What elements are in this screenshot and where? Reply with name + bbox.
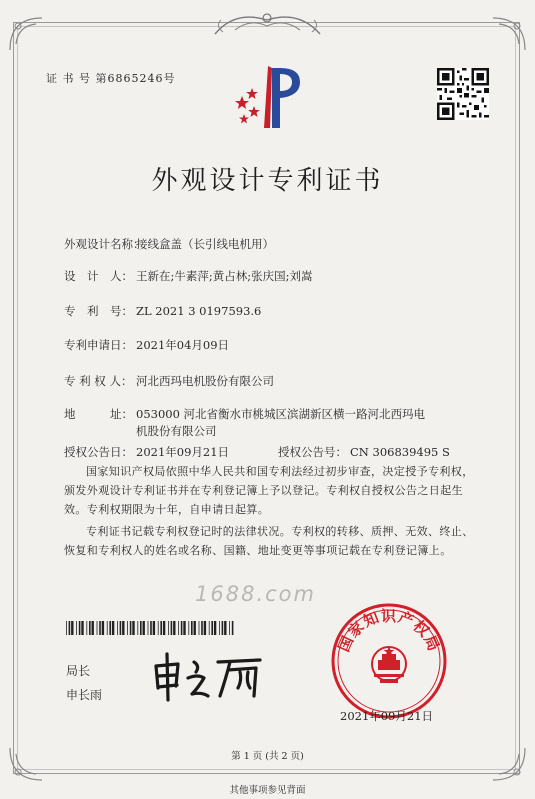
field-label: 专 利 号： xyxy=(64,304,133,318)
handwritten-signature xyxy=(148,648,270,704)
signatory-title: 局长 xyxy=(66,664,91,678)
field-value: 接线盒盖（长引线电机用） xyxy=(136,237,274,251)
barcode xyxy=(66,621,234,635)
grant-number-label: 授权公告号： xyxy=(278,445,347,459)
field-label: 外观设计名称： xyxy=(64,237,145,251)
qr-code xyxy=(437,68,489,120)
field-label: 设 计 人： xyxy=(64,269,133,283)
field-value: 河北西玛电机股份有限公司 xyxy=(136,374,274,388)
grant-number-value: CN 306839495 S xyxy=(350,445,450,459)
watermark: 1688.com xyxy=(195,582,316,606)
field-label: 授权公告日： xyxy=(64,445,133,459)
footer-note: 其他事项参见背面 xyxy=(229,785,306,796)
grant-statement-paragraph: 国家知识产权局依照中华人民共和国专利法经过初步审查，决定授予专利权，颁发外观设计专利证书并在专利登记簿上予以登记。专利权自授权公告之日起生效。专利权期限为十年，自申请日起算。 xyxy=(64,465,474,516)
official-seal xyxy=(330,602,448,720)
corner-ornament-top-left xyxy=(6,14,46,54)
corner-ornament-top-right xyxy=(489,14,529,54)
field-value: 053000 河北省衡水市桃城区滨湖新区横一路河北西玛电机股份有限公司 xyxy=(136,407,426,438)
field-label: 专 利 权 人： xyxy=(64,374,133,388)
field-value: 2021年09月21日 xyxy=(136,445,230,459)
top-ornament xyxy=(205,6,330,40)
patent-office-logo xyxy=(228,62,308,134)
signatory-name: 申长雨 xyxy=(66,688,103,702)
svg-text:国家知识产权局: 国家知识产权局 xyxy=(334,606,444,655)
field-label: 专利申请日： xyxy=(64,338,133,352)
certificate-title: 外观设计专利证书 xyxy=(151,166,384,196)
certificate-number: 证 书 号 第6865246号 xyxy=(46,72,176,85)
seal-date: 2021年09月21日 xyxy=(340,709,434,723)
field-value: ZL 2021 3 0197593.6 xyxy=(136,304,262,318)
field-value: 2021年04月09日 xyxy=(136,338,230,352)
page-number: 第 1 页 (共 2 页) xyxy=(231,751,304,762)
field-value: 王新在;牛素萍;黄占林;张庆国;刘嵩 xyxy=(136,269,313,283)
legal-status-paragraph: 专利证书记载专利权登记时的法律状况。专利权的转移、质押、无效、终止、恢复和专利权人的姓名或名称、国籍、地址变更等事项记载在专利登记簿上。 xyxy=(64,525,474,557)
field-label: 地 址： xyxy=(64,407,133,421)
